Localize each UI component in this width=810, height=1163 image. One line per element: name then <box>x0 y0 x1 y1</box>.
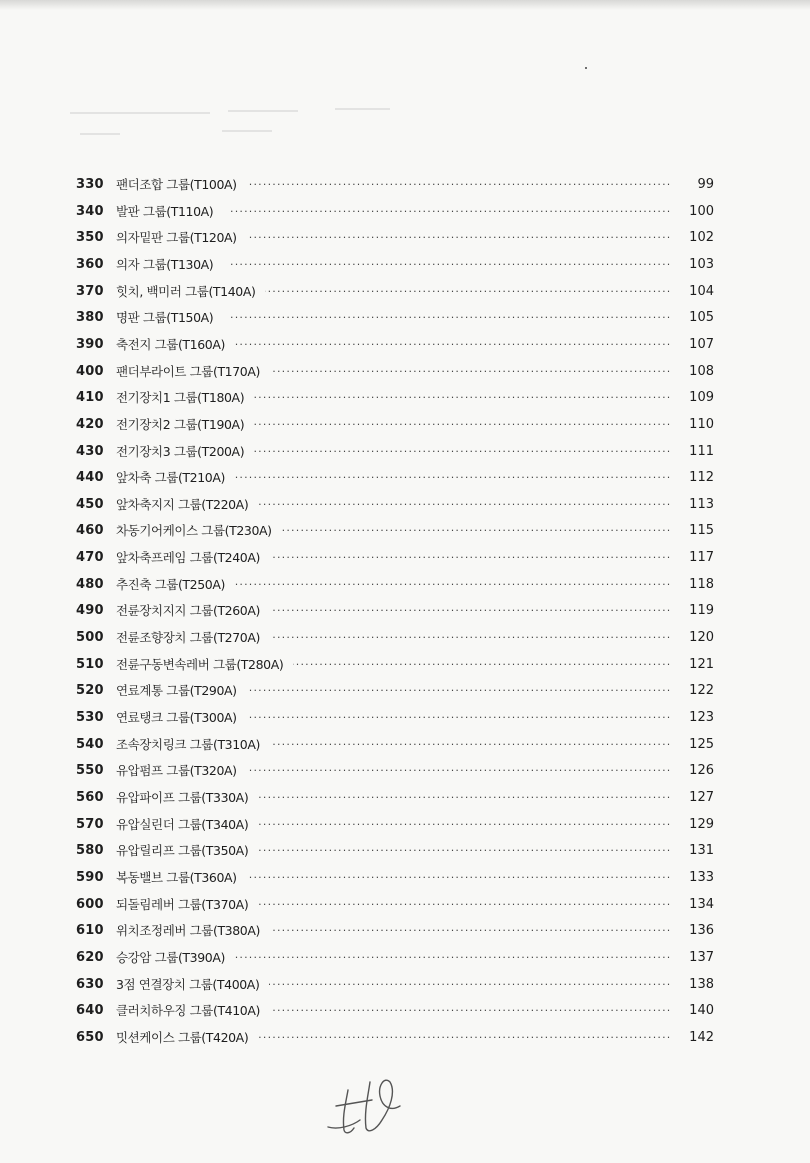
page-number: 109 <box>670 385 714 411</box>
page-number: 117 <box>670 545 714 571</box>
section-number: 360 <box>76 256 104 272</box>
section-number: 640 <box>76 1003 104 1019</box>
toc-entry <box>0 625 810 651</box>
section-title: 유압파이프 그룹(T330A) <box>116 785 258 811</box>
section-title: 명판 그룹(T150A) <box>116 305 223 331</box>
section-number: 520 <box>76 683 104 699</box>
section-number: 380 <box>76 310 104 326</box>
section-title: 팬더부라이트 그룹(T170A) <box>116 359 270 385</box>
toc-entry <box>0 972 810 998</box>
section-title: 전기장치3 그룹(T200A) <box>116 439 254 465</box>
dot-leader <box>230 598 700 624</box>
bleed-through-mark <box>70 112 210 114</box>
section-title: 유압릴리프 그룹(T350A) <box>116 838 258 864</box>
dot-leader <box>230 199 700 225</box>
dot-leader <box>230 572 700 598</box>
dot-leader <box>230 758 700 784</box>
toc-entry <box>0 838 810 864</box>
page-number: 100 <box>670 199 714 225</box>
section-title: 복동밸브 그룹(T360A) <box>116 865 247 891</box>
toc-entry <box>0 572 810 598</box>
page-number: 119 <box>670 598 714 624</box>
section-title: 밋션케이스 그룹(T420A) <box>116 1025 258 1051</box>
toc-entry <box>0 732 810 758</box>
section-number: 370 <box>76 283 104 299</box>
section-title: 유압실린더 그룹(T340A) <box>116 812 258 838</box>
toc-entry <box>0 518 810 544</box>
dot-leader <box>230 359 700 385</box>
toc-entry <box>0 785 810 811</box>
toc-entry <box>0 705 810 731</box>
section-number: 600 <box>76 896 104 912</box>
toc-entry <box>0 945 810 971</box>
toc-entry <box>0 412 810 438</box>
page-number: 112 <box>670 465 714 491</box>
section-title: 추진축 그룹(T250A) <box>116 572 235 598</box>
section-title: 전륜장치지지 그룹(T260A) <box>116 598 270 624</box>
dot-leader <box>230 865 700 891</box>
toc-entry <box>0 545 810 571</box>
section-title: 클러치하우징 그룹(T410A) <box>116 998 270 1024</box>
toc-entry <box>0 598 810 624</box>
section-number: 500 <box>76 630 104 646</box>
bleed-through-mark <box>222 130 272 132</box>
dot-leader <box>230 279 700 305</box>
page-number: 113 <box>670 492 714 518</box>
section-title: 조속장치링크 그룹(T310A) <box>116 732 270 758</box>
section-title: 팬더조합 그룹(T100A) <box>116 172 247 198</box>
page-number: 110 <box>670 412 714 438</box>
section-title: 3점 연결장치 그룹(T400A) <box>116 972 269 998</box>
toc-entry <box>0 812 810 838</box>
section-title: 전기장치2 그룹(T190A) <box>116 412 254 438</box>
page-number: 108 <box>670 359 714 385</box>
section-number: 460 <box>76 523 104 539</box>
section-title: 의자 그룹(T130A) <box>116 252 223 278</box>
page-number: 104 <box>670 279 714 305</box>
dot-leader <box>230 785 700 811</box>
section-number: 480 <box>76 576 104 592</box>
page-number: 107 <box>670 332 714 358</box>
toc-entry <box>0 385 810 411</box>
section-number: 510 <box>76 656 104 672</box>
section-title: 연료탱크 그룹(T300A) <box>116 705 247 731</box>
section-title: 연료계통 그룹(T290A) <box>116 678 247 704</box>
dot-leader <box>230 172 700 198</box>
section-title: 승강암 그룹(T390A) <box>116 945 235 971</box>
section-number: 390 <box>76 336 104 352</box>
toc-entry <box>0 199 810 225</box>
dot-leader <box>230 998 700 1024</box>
page-number: 134 <box>670 892 714 918</box>
toc-entry <box>0 758 810 784</box>
section-title: 앞차축프레임 그룹(T240A) <box>116 545 270 571</box>
section-title: 힛치, 백미러 그룹(T140A) <box>116 279 265 305</box>
section-number: 610 <box>76 923 104 939</box>
section-number: 340 <box>76 203 104 219</box>
section-title: 전기장치1 그룹(T180A) <box>116 385 254 411</box>
section-title: 전륜조향장치 그룹(T270A) <box>116 625 270 651</box>
toc-entry <box>0 225 810 251</box>
toc-entry <box>0 652 810 678</box>
section-number: 470 <box>76 550 104 566</box>
scan-speck <box>585 67 587 69</box>
dot-leader <box>230 945 700 971</box>
page-number: 136 <box>670 918 714 944</box>
section-number: 650 <box>76 1029 104 1045</box>
page-number: 121 <box>670 652 714 678</box>
toc-entry <box>0 279 810 305</box>
handwritten-signature <box>318 1072 408 1142</box>
bleed-through-mark <box>80 133 120 135</box>
section-title: 되돌림레버 그룹(T370A) <box>116 892 258 918</box>
page-number: 142 <box>670 1025 714 1051</box>
section-title: 전륜구동변속레버 그룹(T280A) <box>116 652 293 678</box>
dot-leader <box>230 545 700 571</box>
section-number: 490 <box>76 603 104 619</box>
toc-entry <box>0 305 810 331</box>
dot-leader <box>230 492 700 518</box>
section-title: 발판 그룹(T110A) <box>116 199 223 225</box>
toc-entry <box>0 492 810 518</box>
section-number: 570 <box>76 816 104 832</box>
section-number: 620 <box>76 949 104 965</box>
toc-entry <box>0 332 810 358</box>
section-number: 630 <box>76 976 104 992</box>
page-number: 105 <box>670 305 714 331</box>
scan-edge <box>0 0 810 10</box>
page-number: 120 <box>670 625 714 651</box>
dot-leader <box>230 732 700 758</box>
dot-leader <box>230 412 700 438</box>
section-number: 540 <box>76 736 104 752</box>
dot-leader <box>230 972 700 998</box>
dot-leader <box>230 1025 700 1051</box>
section-number: 590 <box>76 869 104 885</box>
section-number: 450 <box>76 496 104 512</box>
dot-leader <box>230 385 700 411</box>
dot-leader <box>230 518 700 544</box>
section-number: 440 <box>76 470 104 486</box>
section-title: 의자밑판 그룹(T120A) <box>116 225 247 251</box>
dot-leader <box>230 439 700 465</box>
dot-leader <box>230 652 700 678</box>
section-number: 420 <box>76 416 104 432</box>
toc-entry <box>0 918 810 944</box>
bleed-through-mark <box>335 108 390 110</box>
section-number: 580 <box>76 843 104 859</box>
section-title: 앞차축 그룹(T210A) <box>116 465 235 491</box>
section-number: 400 <box>76 363 104 379</box>
toc-entry <box>0 998 810 1024</box>
section-number: 430 <box>76 443 104 459</box>
page-number: 125 <box>670 732 714 758</box>
dot-leader <box>230 625 700 651</box>
toc-entry <box>0 1025 810 1051</box>
page-number: 102 <box>670 225 714 251</box>
page-number: 99 <box>670 172 714 198</box>
page-number: 140 <box>670 998 714 1024</box>
toc-entry <box>0 678 810 704</box>
section-title: 앞차축지지 그룹(T220A) <box>116 492 258 518</box>
dot-leader <box>230 838 700 864</box>
page-number: 133 <box>670 865 714 891</box>
dot-leader <box>230 705 700 731</box>
page-number: 131 <box>670 838 714 864</box>
dot-leader <box>230 678 700 704</box>
page-number: 137 <box>670 945 714 971</box>
dot-leader <box>230 465 700 491</box>
toc-entry <box>0 252 810 278</box>
toc-entry <box>0 359 810 385</box>
bleed-through-mark <box>228 110 298 112</box>
dot-leader <box>230 332 700 358</box>
section-number: 410 <box>76 390 104 406</box>
dot-leader <box>230 225 700 251</box>
page-number: 127 <box>670 785 714 811</box>
section-number: 560 <box>76 789 104 805</box>
page-number: 126 <box>670 758 714 784</box>
toc-entry <box>0 465 810 491</box>
toc-entry <box>0 439 810 465</box>
dot-leader <box>230 252 700 278</box>
page-number: 123 <box>670 705 714 731</box>
dot-leader <box>230 812 700 838</box>
page-number: 111 <box>670 439 714 465</box>
section-number: 350 <box>76 230 104 246</box>
dot-leader <box>230 892 700 918</box>
page-number: 118 <box>670 572 714 598</box>
section-number: 530 <box>76 710 104 725</box>
toc-entry <box>0 892 810 918</box>
section-title: 위치조정레버 그룹(T380A) <box>116 918 270 944</box>
page-number: 129 <box>670 812 714 838</box>
section-title: 유압펌프 그룹(T320A) <box>116 758 247 784</box>
section-title: 차동기어케이스 그룹(T230A) <box>116 518 282 544</box>
page-number: 138 <box>670 972 714 998</box>
section-title: 축전지 그룹(T160A) <box>116 332 235 358</box>
section-number: 550 <box>76 763 104 779</box>
dot-leader <box>230 918 700 944</box>
toc-entry <box>0 172 810 198</box>
page-number: 122 <box>670 678 714 704</box>
section-number: 330 <box>76 177 104 192</box>
page-number: 103 <box>670 252 714 278</box>
page-number: 115 <box>670 518 714 544</box>
dot-leader <box>230 305 700 331</box>
toc-entry <box>0 865 810 891</box>
